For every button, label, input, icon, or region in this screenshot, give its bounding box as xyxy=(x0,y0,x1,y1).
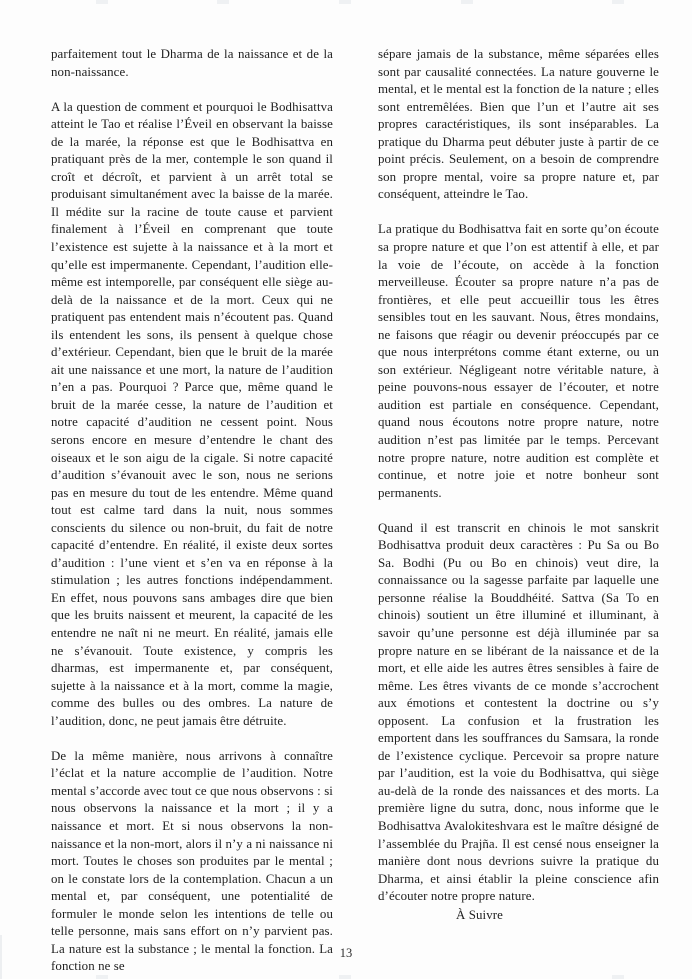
paragraph: De la même manière, nous arrivons à connaître l’éclat et la nature accomplie de l’audition. Notre mental s’accorde avec tout ce que nous observons : si nous observons la naissance et la mort ; il y a naissance et mort. Et si nous observons la non-naissance et la non-mort, alors il n’y a ni naissance ni mort. Toutes le choses son produites par le mental ; on le constate lors de la contemplation. Chacun a un mental et, par conséquent, une potentialité de formuler le monde selon les intentions de telle ou telle personne, mais sans effort on n’y parvient pas. La nature est la substance ; le mental la fonction. La fonction ne se xyxy=(51,748,333,974)
scan-artifact xyxy=(339,0,351,4)
scan-artifact xyxy=(461,0,473,4)
paragraph: Quand il est transcrit en chinois le mot sanskrit Bodhisattva produit deux caractères : Pu Sa ou Bo Sa. Bodhi (Pu ou Bo en chinois) veut dire, la connaissance ou la sagesse parfaite par laquelle une personne réalise la Bouddhéité. Sattva (Sa To en chinois) soutient un être illuminé et illuminant, à savoir qu’une personne est déjà illuminée par sa propre nature en se libérant de la naissance et de la mort, et elle aide les autres êtres sensibles à faire de même. Les êtres vivants de ce monde s’accrochent aux émotions et contestent la doctrine ou s’y opposent. La confusion et la frustration les emportent dans les souffrances du Samsara, la ronde de l’existence cyclique. Percevoir sa propre nature par l’audition, est la voie du Bodhisattva, qui siège au-delà de la ronde des naissances et des morts. La première ligne du sutra, donc, nous informe que le Bodhisattva Avalokiteshvara est le maître désigné de l’assemblée du Prajña. Il est censé nous enseigner la manière dont nous devrions suivre la pratique du Dharma, et ainsi établir la pleine conscience afin d’écouter notre propre nature. xyxy=(378,520,659,904)
scan-artifact xyxy=(217,0,229,4)
scan-artifact xyxy=(339,975,351,979)
paragraph: La pratique du Bodhisattva fait en sorte qu’on écoute sa propre nature et que l’on est attentif à elle, et par la voie de l’écoute, on accède à la fonction merveilleuse. Écouter sa propre nature n’a pas de frontières, et elle peut accueillir tous les êtres sensibles tout en les sauvant. Nous, êtres mondains, ne faisons que réagir ou devenir préoccupés par ce que nous interprétons comme étant externe, ou un son extérieur. Négligeant notre véritable nature, à peine pouvons-nous essayer de l’écouter, et notre audition est partiale en conséquence. Cependant, quand nous écoutons notre propre nature, notre audition n’est pas limitée par le temps. Percevant notre propre nature, notre audition est complète et continue, et notre joie et notre bonheur sont permanents. xyxy=(378,222,659,500)
right-column xyxy=(378,46,659,924)
scan-artifact xyxy=(96,0,108,4)
left-column xyxy=(51,46,333,976)
paragraph: sépare jamais de la substance, même séparées elles sont par causalité connectées. La nature gouverne le mental, et le mental est la fonction de la nature ; elles sont entremêlées. Bien que l’un et l’autre ait ses propres caractéristiques, ils sont inséparables. La pratique du Dharma peut débuter juste à partir de ce point précis. Seulement, on a besoin de comprendre son propre mental, voire sa propre nature et, par conséquent, atteindre le Tao. xyxy=(378,47,659,202)
page-number: 13 xyxy=(339,946,353,960)
scan-artifact xyxy=(96,975,108,979)
paragraph: A la question de comment et pourquoi le Bodhisattva atteint le Tao et réalise l’Éveil en observant la baisse de la marée, la réponse est que le Bodhisattva en pratiquant près de la mer, contemple le son quand il croît et décroît, et parvient à un arrêt total se produisant simultanément avec la baisse de la marée. Il médite sur la racine de toute cause et parvient finalement à l’Éveil en comprenant que toute l’existence est sujette à la naissance et à la mort et qu’elle est impermanente. Cependant, l’audition elle-même est intemporelle, par conséquent elle siège au-delà de la naissance et de la mort. Ceux qui ne pratiquent pas entendent mais n’écoutent pas. Quand ils entendent les sons, ils pensent à quelque chose d’extérieur. Cependant, bien que le bruit de la marée ait une naissance et une mort, la nature de l’audition n’en a pas. Pourquoi ? Parce que, même quand le bruit de la marée cesse, la nature de l’audition et notre capacité d’audition ne cessent point. Nous serons encore en mesure d’entendre le chant des oiseaux et le son aigu de la cigale. Si notre capacité d’audition s’évanouit avec le son, nous ne serions pas en mesure du tout de les entendre. Même quand tout est calme tard dans la nuit, nous sommes conscients du silence ou non-bruit, du fait de notre capacité d’entendre. En réalité, il existe deux sortes d’audition : l’une vient et s’en va en réponse à la stimulation ; les autres fonctions indépendamment. En effet, nous pouvons sans ambages dire que bien que les bruits naissent et meurent, la capacité de les entendre ne naît ni ne meurt. En réalité, jamais elle ne s’évanouit. Toute existence, y compris les dharmas, est impermanente et, par conséquent, sujette à la naissance et à la mort, comme la magie, comme des bulles ou des ombres. La nature de l’audition, donc, ne peut jamais être détruite. xyxy=(51,99,333,728)
scan-artifact xyxy=(612,975,624,979)
paragraph: parfaitement tout le Dharma de la naissance et de la non-naissance. xyxy=(51,47,333,79)
to-be-continued-label: À Suivre xyxy=(456,907,503,922)
scan-artifact xyxy=(612,0,624,4)
scan-artifact xyxy=(0,935,2,979)
